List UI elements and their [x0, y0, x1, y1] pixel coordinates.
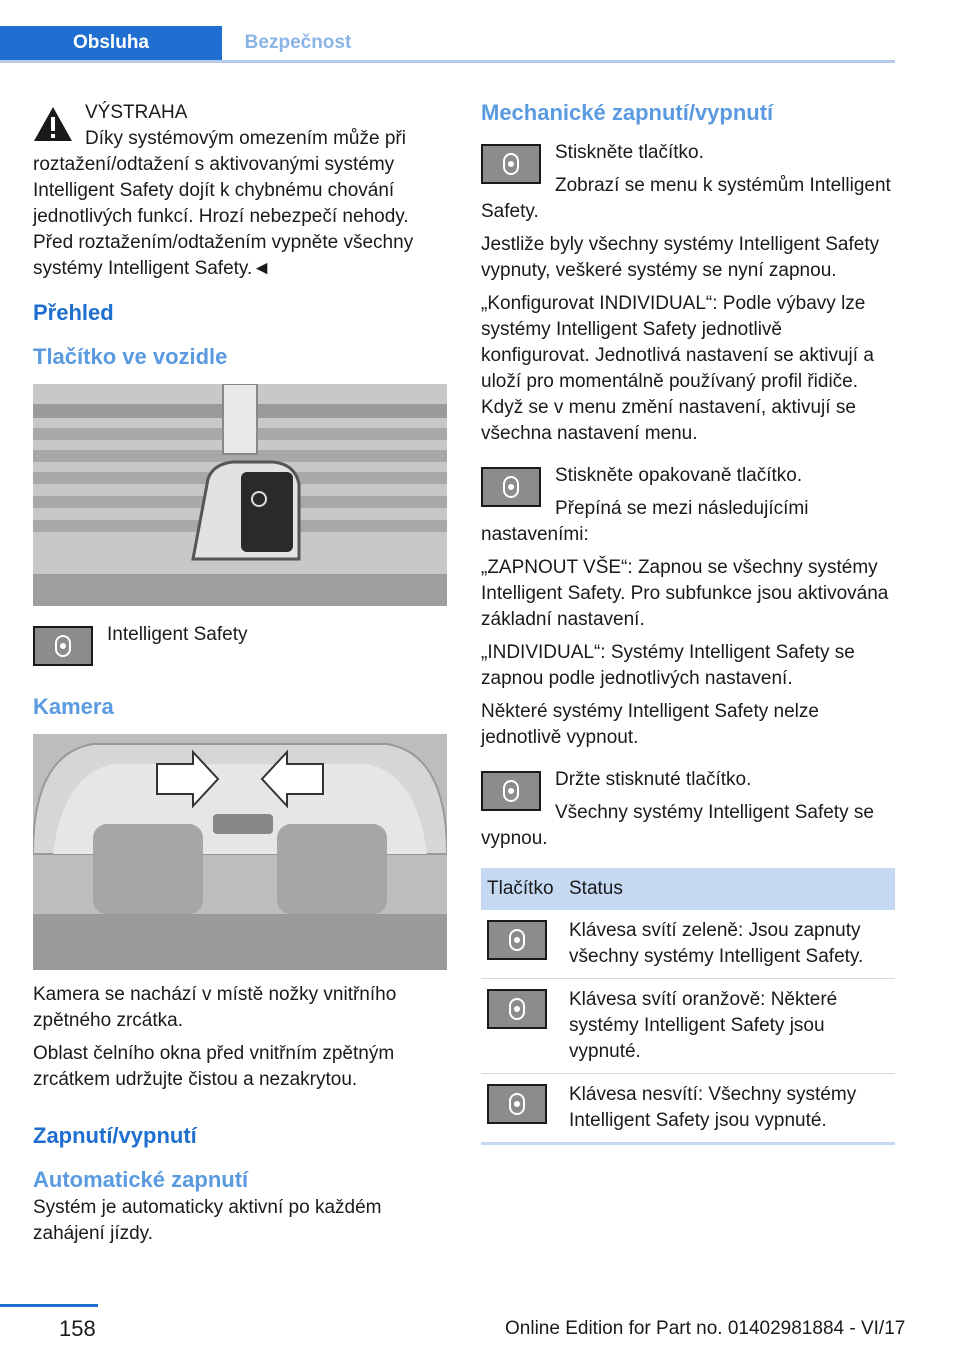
heading-zapnuti: Zapnutí/vypnutí	[33, 1123, 197, 1148]
auto-text: Systém je automaticky aktivní po každém zahájení jízdy.	[33, 1197, 382, 1244]
intelligent-safety-button-icon	[33, 626, 93, 666]
step-2-result: Přepíná se mezi následujícími nastaveními:	[481, 498, 809, 545]
intelligent-safety-button-icon	[487, 989, 547, 1029]
step-1	[481, 140, 895, 225]
camera-text-1: Kamera se nachází v místě nožky vnitřního zpětného zrcátka.	[33, 984, 397, 1031]
left-column	[33, 100, 447, 1254]
right-column	[481, 100, 895, 1145]
heading-kamera: Kamera	[33, 694, 114, 719]
status-table	[481, 868, 895, 1145]
intelligent-safety-button-icon	[481, 467, 541, 507]
edition-text: Online Edition for Part no. 01402981884 - VI/17	[505, 1318, 906, 1339]
warning-triangle-icon	[33, 106, 73, 142]
table-row	[481, 1074, 895, 1144]
heading-tlacitko: Tlačítko ve vozidle	[33, 344, 228, 369]
page-number: 158	[59, 1316, 96, 1341]
right-text-4: „INDIVIDUAL“: Systémy Intelligent Safety se zapnou podle jednotlivých nastavení.	[481, 642, 855, 689]
table-row	[481, 910, 895, 979]
intelligent-safety-button-icon	[487, 1084, 547, 1124]
button-in-vehicle-photo	[33, 384, 447, 606]
tab-bezpecnost[interactable]: Bezpečnost	[244, 32, 352, 53]
step-3-result: Všechny systémy Intelligent Safety se vypnou.	[481, 802, 874, 849]
right-text-2: „Konfigurovat INDIVIDUAL“: Podle výbavy lze systémy Intelligent Safety jednotlivě konfigurovat. Jednotlivá nastavení se aktivují a uloží pro momentálně používaný profil řidiče. Když se v menu změní nastavení, aktivují se všechna nastavení menu.	[481, 293, 874, 444]
table-cell-status: Klávesa svítí oranžově: Některé systémy Intelligent Safety jsou vypnuté.	[563, 979, 895, 1074]
step-2	[481, 463, 895, 548]
heading-automaticke: Automatické zapnutí	[33, 1167, 249, 1192]
step-1-result: Zobrazí se menu k systémům Intelligent Safety.	[481, 175, 891, 222]
table-cell-status: Klávesa nesvítí: Všechny systémy Intelligent Safety jsou vypnuté.	[563, 1074, 895, 1144]
table-header-button: Tlačítko	[481, 868, 563, 910]
button-legend	[33, 620, 447, 664]
heading-prehled: Přehled	[33, 300, 114, 325]
tab-bar	[0, 26, 895, 62]
intelligent-safety-button-icon	[487, 920, 547, 960]
right-text-3: „ZAPNOUT VŠE“: Zapnou se všechny systémy Intelligent Safety. Pro subfunkce jsou aktivována základní nastavení.	[481, 557, 889, 630]
right-text-1: Jestliže byly všechny systémy Intelligent Safety vypnuty, veškeré systémy se nyní zapnou.	[481, 234, 880, 281]
table-cell-status: Klávesa svítí zeleně: Jsou zapnuty všechny systémy Intelligent Safety.	[563, 910, 895, 979]
warning-text: Díky systémovým omezením může při roztažení/odtažení s aktivovanými systémy Intelligent Safety dojít k chybnému chování jednotlivých funkcí. Hrozí nebezpečí nehody. Před roztažením/odtažením vypněte všechny systémy Intelligent Safety.◄	[33, 128, 414, 279]
button-label: Intelligent Safety	[107, 624, 248, 645]
heading-mechanicke: Mechanické zapnutí/vypnutí	[481, 100, 774, 125]
right-text-5: Některé systémy Intelligent Safety nelze jednotlivě vypnout.	[481, 701, 819, 748]
step-3	[481, 767, 895, 852]
warning-title: VÝSTRAHA	[85, 102, 188, 123]
warning-block	[33, 100, 447, 126]
table-row	[481, 979, 895, 1074]
camera-text-2: Oblast čelního okna před vnitřním zpětným zrcátkem udržujte čistou a nezakrytou.	[33, 1043, 395, 1090]
table-header-status: Status	[563, 868, 895, 910]
tab-underline	[0, 60, 895, 63]
step-2-action: Stiskněte opakovaně tlačítko.	[555, 465, 803, 486]
step-1-action: Stiskněte tlačítko.	[555, 142, 704, 163]
intelligent-safety-button-icon	[481, 144, 541, 184]
camera-photo	[33, 734, 447, 970]
intelligent-safety-button-icon	[481, 771, 541, 811]
footer-line	[0, 1304, 98, 1307]
step-3-action: Držte stisknuté tlačítko.	[555, 769, 752, 790]
tab-obsluha[interactable]: Obsluha	[0, 26, 222, 60]
